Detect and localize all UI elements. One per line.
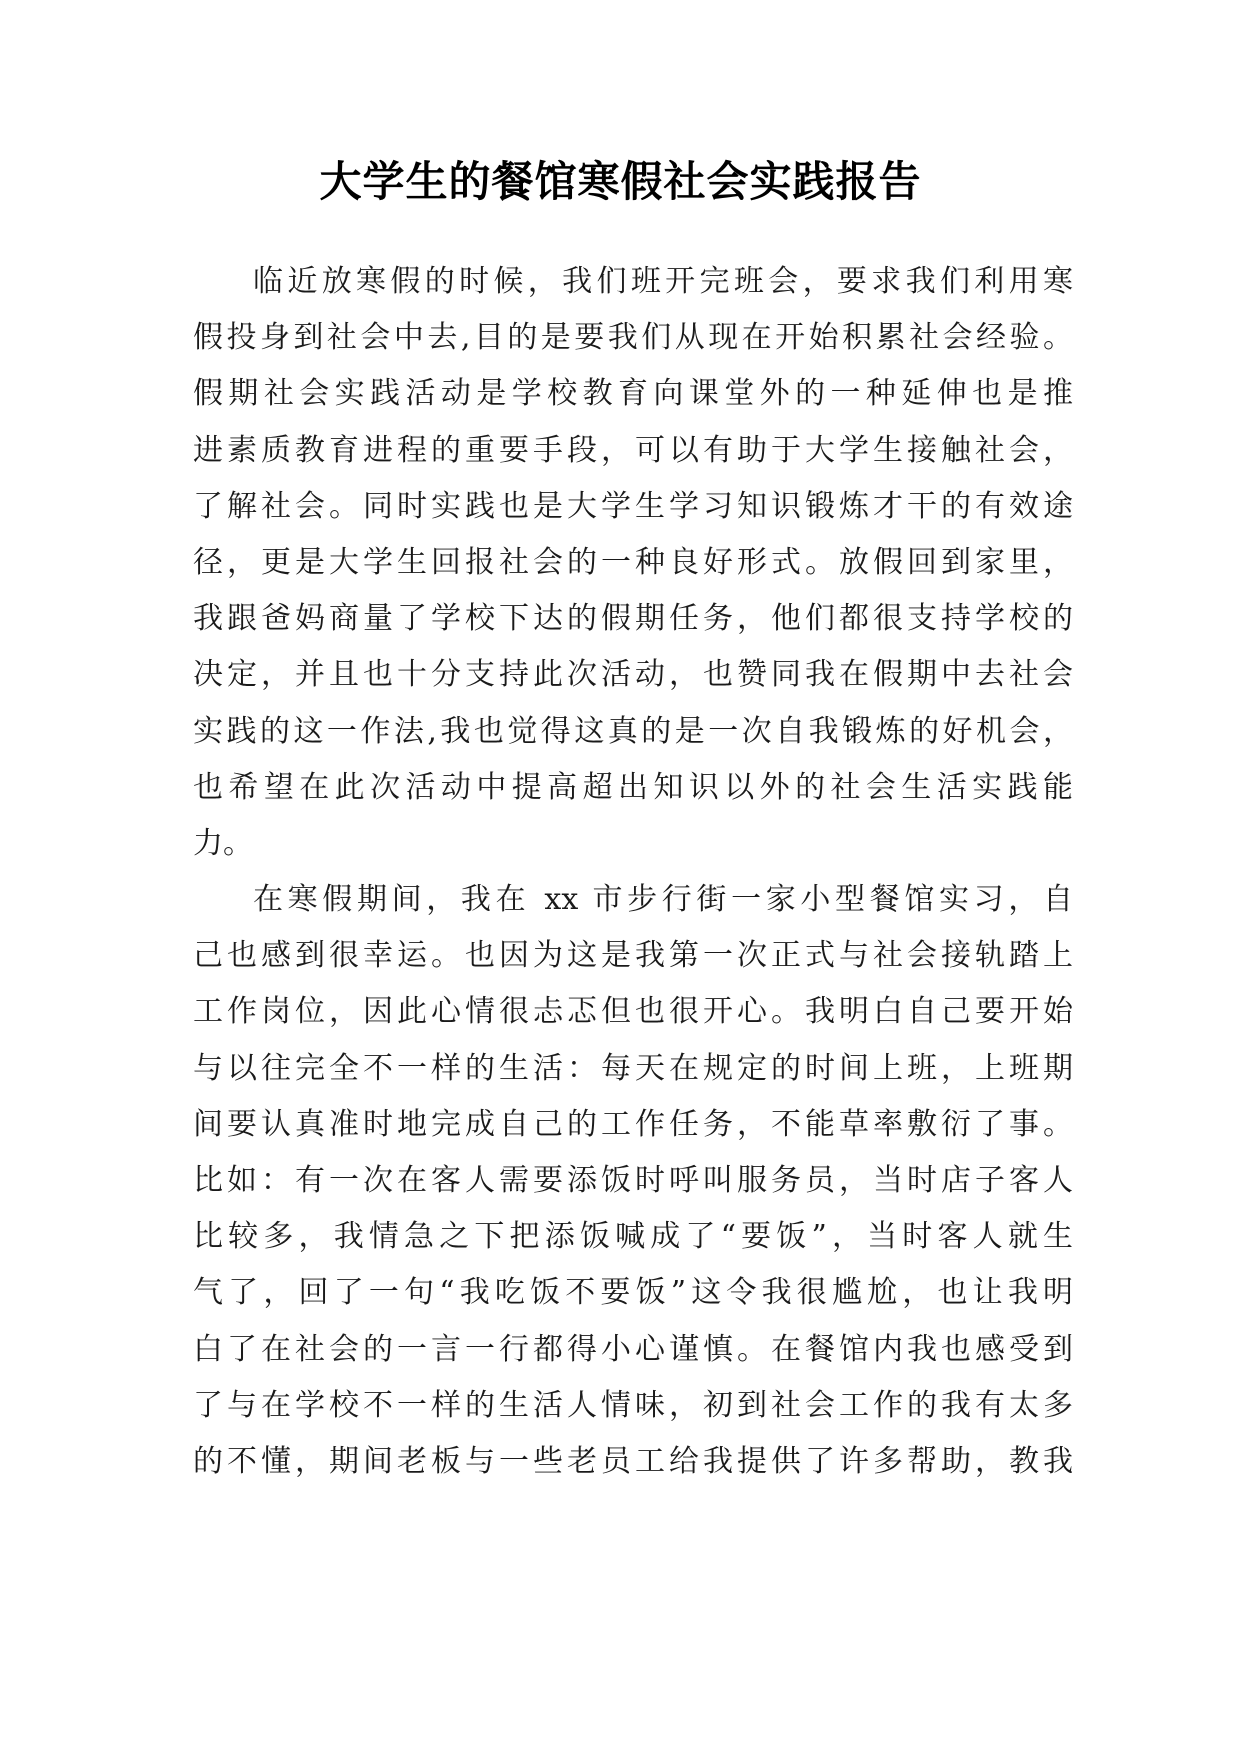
paragraph-1-line: 也希望在此次活动中提高超出知识以外的社会生活实践能 [193,769,1073,805]
paragraph-2-line: 与以往完全不一样的生活：每天在规定的时间上班，上班期 [193,1050,1073,1086]
paragraph-1-line: 径，更是大学生回报社会的一种良好形式。放假回到家里， [193,544,1073,580]
paragraph-1-line: 临近放寒假的时候，我们班开完班会，要求我们利用寒 [253,264,1073,299]
paragraph-2-line: 了与在学校不一样的生活人情味，初到社会工作的我有太多 [193,1387,1073,1423]
paragraph-1-line: 假投身到社会中去,目的是要我们从现在开始积累社会经验。 [193,320,1073,356]
paragraph-2-line: 间要认真准时地完成自己的工作任务，不能草率敷衍了事。 [193,1106,1073,1142]
paragraph-2-line: 比较多，我情急之下把添饭喊成了“要饭”，当时客人就生 [193,1219,1073,1255]
paragraph-1-line: 决定，并且也十分支持此次活动，也赞同我在假期中去社会 [193,657,1073,693]
paragraph-2-line: 工作岗位，因此心情很忐忑但也很开心。我明白自己要开始 [193,994,1073,1030]
paragraph-2-line: 在寒假期间，我在 xx 市步行街一家小型餐馆实习，自 [253,882,1073,918]
paragraph-2-line: 比如：有一次在客人需要添饭时呼叫服务员，当时店子客人 [193,1163,1073,1198]
document-title: 大学生的餐馆寒假社会实践报告 [319,157,922,206]
paragraph-1-line: 力。 [193,825,253,861]
document-body [193,254,1073,1490]
paragraph-1-line: 进素质教育进程的重要手段，可以有助于大学生接触社会， [193,432,1073,468]
paragraph-1-line: 假期社会实践活动是学校教育向课堂外的一种延伸也是推 [193,376,1073,412]
paragraph-1-line: 我跟爸妈商量了学校下达的假期任务，他们都很支持学校的 [193,601,1073,637]
paragraph-2-line: 气了，回了一句“我吃饭不要饭”这令我很尴尬，也让我明 [193,1275,1073,1311]
paragraph-2-line: 的不懂，期间老板与一些老员工给我提供了许多帮助，教我 [193,1443,1073,1479]
paragraph-2-line: 白了在社会的一言一行都得小心谨慎。在餐馆内我也感受到 [193,1331,1073,1367]
paragraph-1-line: 了解社会。同时实践也是大学生学习知识锻炼才干的有效途 [193,488,1073,524]
paragraph-1-line: 实践的这一作法,我也觉得这真的是一次自我锻炼的好机会， [193,713,1073,749]
paragraph-2-line: 己也感到很幸运。也因为这是我第一次正式与社会接轨踏上 [193,938,1073,974]
